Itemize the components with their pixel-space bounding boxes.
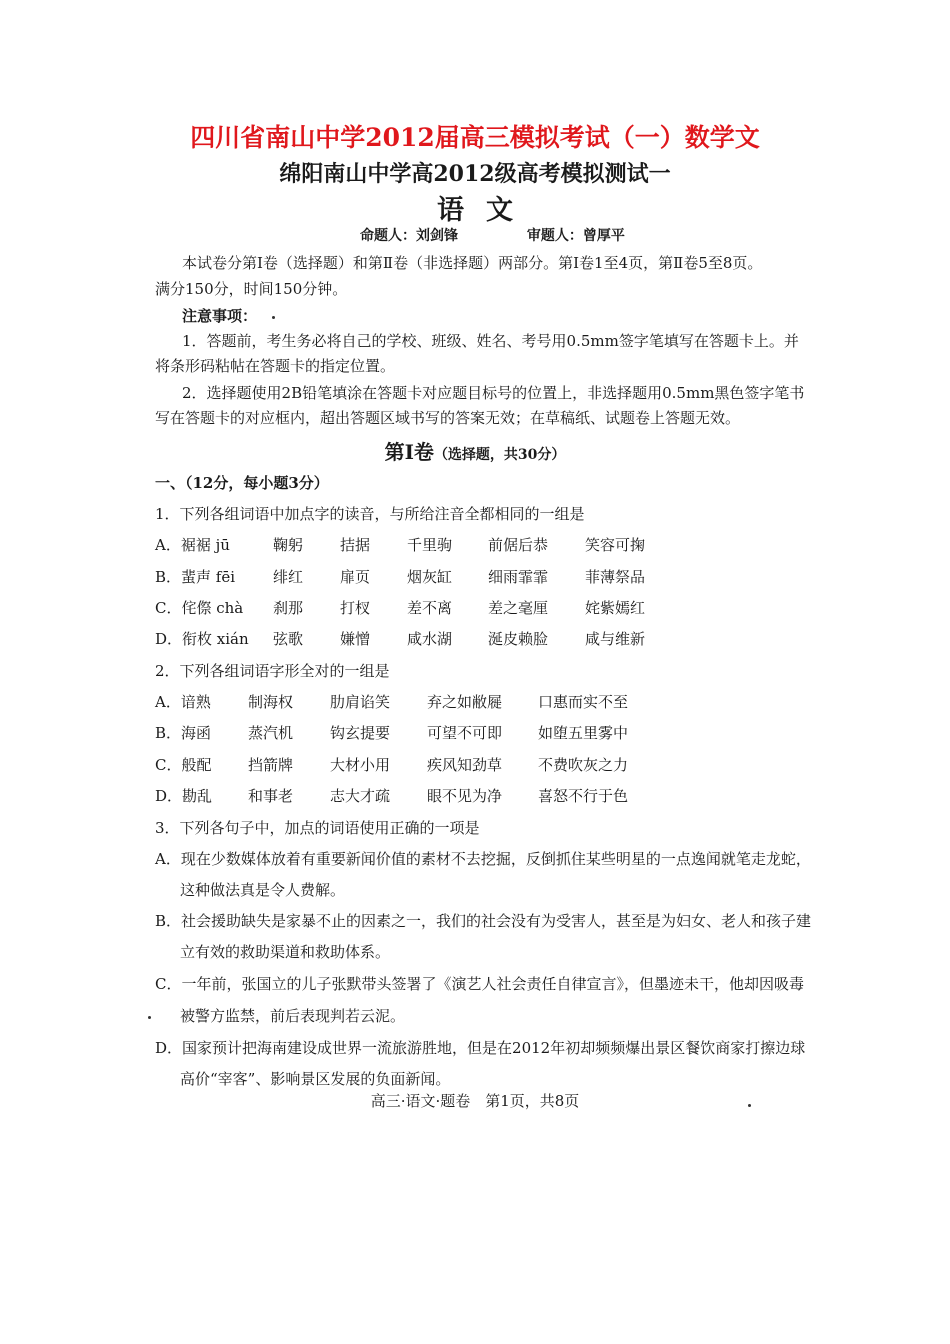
- q1-c-5: 差之毫厘: [488, 599, 549, 617]
- q3-d-line2: 高价“宰客”、影响景区发展的负面新闻。: [180, 1070, 451, 1088]
- q1-c-6: 姹紫嫣红: [585, 599, 646, 617]
- notice-2a: 2．选择题使用2B铅笔填涂在答题卡对应题目标号的位置上，非选择题用0.5mm黑色签字笔书: [182, 384, 805, 402]
- q2-a-2: 制海权: [248, 693, 294, 711]
- q2-stem: 2．下列各组词语字形全对的一组是: [155, 662, 390, 680]
- section-title: 第Ⅰ卷: [384, 440, 434, 464]
- part-heading: 一、（12分，每小题3分）: [155, 474, 329, 492]
- q2-a-3: 肋肩谄笑: [330, 693, 391, 711]
- document-title: 四川省南山中学2012届高三模拟考试（一）数学文: [190, 123, 760, 152]
- notice-heading: 注意事项：: [182, 307, 258, 325]
- q2-c-3: 大材小用: [330, 756, 391, 774]
- q1-c-4: 差不离: [407, 599, 453, 617]
- notice-2b: 写在答题卡的对应框内，超出答题区域书写的答案无效；在草稿纸、试题卷上答题无效。: [155, 409, 741, 427]
- q1-b-5: 细雨霏霏: [488, 568, 549, 586]
- q3-c-line1: C．一年前，张国立的儿子张默带头签署了《演艺人社会责任自律宣言》，但墨迹未干，他却因吸毒: [155, 975, 804, 993]
- subject-title: 语文: [437, 195, 535, 226]
- q1-a-5: 前倨后恭: [488, 536, 549, 554]
- page-footer: 高三·语文·题卷 第1页，共8页: [370, 1092, 580, 1110]
- scan-speck: [148, 1016, 151, 1019]
- notice-1a: 1．答题前，考生务必将自己的学校、班级、姓名、考号用0.5mm签字笔填写在答题卡上。并: [182, 332, 799, 350]
- q1-d-1: D．衔枚 xián: [155, 630, 249, 648]
- q3-a-line1: A．现在少数媒体放着有重要新闻价值的素材不去挖掘，反倒抓住某些明星的一点逸闻就笔走龙蛇，: [155, 850, 811, 868]
- intro-line-1: 本试卷分第Ⅰ卷（选择题）和第Ⅱ卷（非选择题）两部分。第Ⅰ卷1至4页，第Ⅱ卷5至8页。: [182, 254, 763, 272]
- q2-b-1: B．海函: [155, 724, 212, 742]
- q3-b-line1: B．社会援助缺失是家暴不止的因素之一，我们的社会没有为受害人，甚至是为妇女、老人和孩子建: [155, 912, 812, 930]
- q1-a-1: A．裾裾 jū: [155, 536, 230, 554]
- q1-b-2: 绯红: [273, 568, 304, 586]
- q1-d-4: 咸水湖: [407, 630, 453, 648]
- q2-b-2: 蒸汽机: [248, 724, 294, 742]
- q1-b-4: 烟灰缸: [407, 568, 453, 586]
- q2-c-4: 疾风知劲草: [427, 756, 503, 774]
- q3-c-line2: 被警方监禁，前后表现判若云泥。: [180, 1007, 406, 1025]
- q1-d-3: 嫌憎: [340, 630, 371, 648]
- q3-stem: 3．下列各句子中，加点的词语使用正确的一项是: [155, 819, 480, 837]
- q1-a-2: 鞠躬: [273, 536, 304, 554]
- q1-c-3: 打杈: [340, 599, 371, 617]
- exam-subtitle: 绵阳南山中学高2012级高考模拟测试一: [279, 161, 671, 187]
- q1-d-2: 弦歌: [273, 630, 304, 648]
- q2-a-1: A．谙熟: [155, 693, 211, 711]
- q3-a-line2: 这种做法真是令人费解。: [180, 881, 346, 899]
- q2-c-1: C．般配: [155, 756, 212, 774]
- q1-c-1: C．侘傺 chà: [155, 599, 244, 617]
- q1-a-4: 千里驹: [407, 536, 453, 554]
- scan-speck: [272, 316, 275, 319]
- q2-a-4: 弃之如敝屣: [427, 693, 503, 711]
- q3-b-line2: 立有效的救助渠道和救助体系。: [180, 943, 391, 961]
- q2-d-1: D．勘乱: [155, 787, 213, 805]
- q1-d-6: 咸与维新: [585, 630, 646, 648]
- q3-d-line1: D．国家预计把海南建设成世界一流旅游胜地，但是在2012年初却频频爆出景区餐饮商家打擦边球: [155, 1039, 806, 1057]
- scan-speck: [748, 1104, 751, 1107]
- reviewer: 审题人：曾厚平: [526, 228, 625, 244]
- q2-d-4: 眼不见为净: [427, 787, 503, 805]
- q2-b-3: 钩玄提要: [330, 724, 391, 742]
- setter: 命题人：刘剑锋: [360, 228, 458, 244]
- section-heading: [0, 436, 950, 465]
- q1-b-6: 菲薄祭品: [585, 568, 646, 586]
- q2-d-2: 和事老: [248, 787, 294, 805]
- q2-b-5: 如堕五里雾中: [538, 724, 629, 742]
- q1-b-1: B．蜚声 fēi: [155, 568, 236, 586]
- intro-line-2: 满分150分，时间150分钟。: [155, 280, 348, 298]
- q2-c-2: 挡箭牌: [248, 756, 294, 774]
- q2-c-5: 不费吹灰之力: [538, 756, 629, 774]
- q1-b-3: 扉页: [340, 568, 371, 586]
- section-note: （选择题，共30分）: [433, 447, 566, 463]
- author-line: [360, 225, 689, 245]
- q1-d-5: 涎皮赖脸: [488, 630, 549, 648]
- q1-a-6: 笑容可掬: [585, 536, 646, 554]
- q1-a-3: 拮据: [340, 536, 371, 554]
- notice-1b: 将条形码粘帖在答题卡的指定位置。: [155, 357, 396, 375]
- q2-d-5: 喜怒不行于色: [538, 787, 629, 805]
- q1-c-2: 刹那: [273, 599, 304, 617]
- q2-a-5: 口惠而实不至: [538, 693, 629, 711]
- q2-b-4: 可望不可即: [427, 724, 503, 742]
- q2-d-3: 志大才疏: [330, 787, 391, 805]
- q1-stem: 1．下列各组词语中加点字的读音，与所给注音全都相同的一组是: [155, 505, 585, 523]
